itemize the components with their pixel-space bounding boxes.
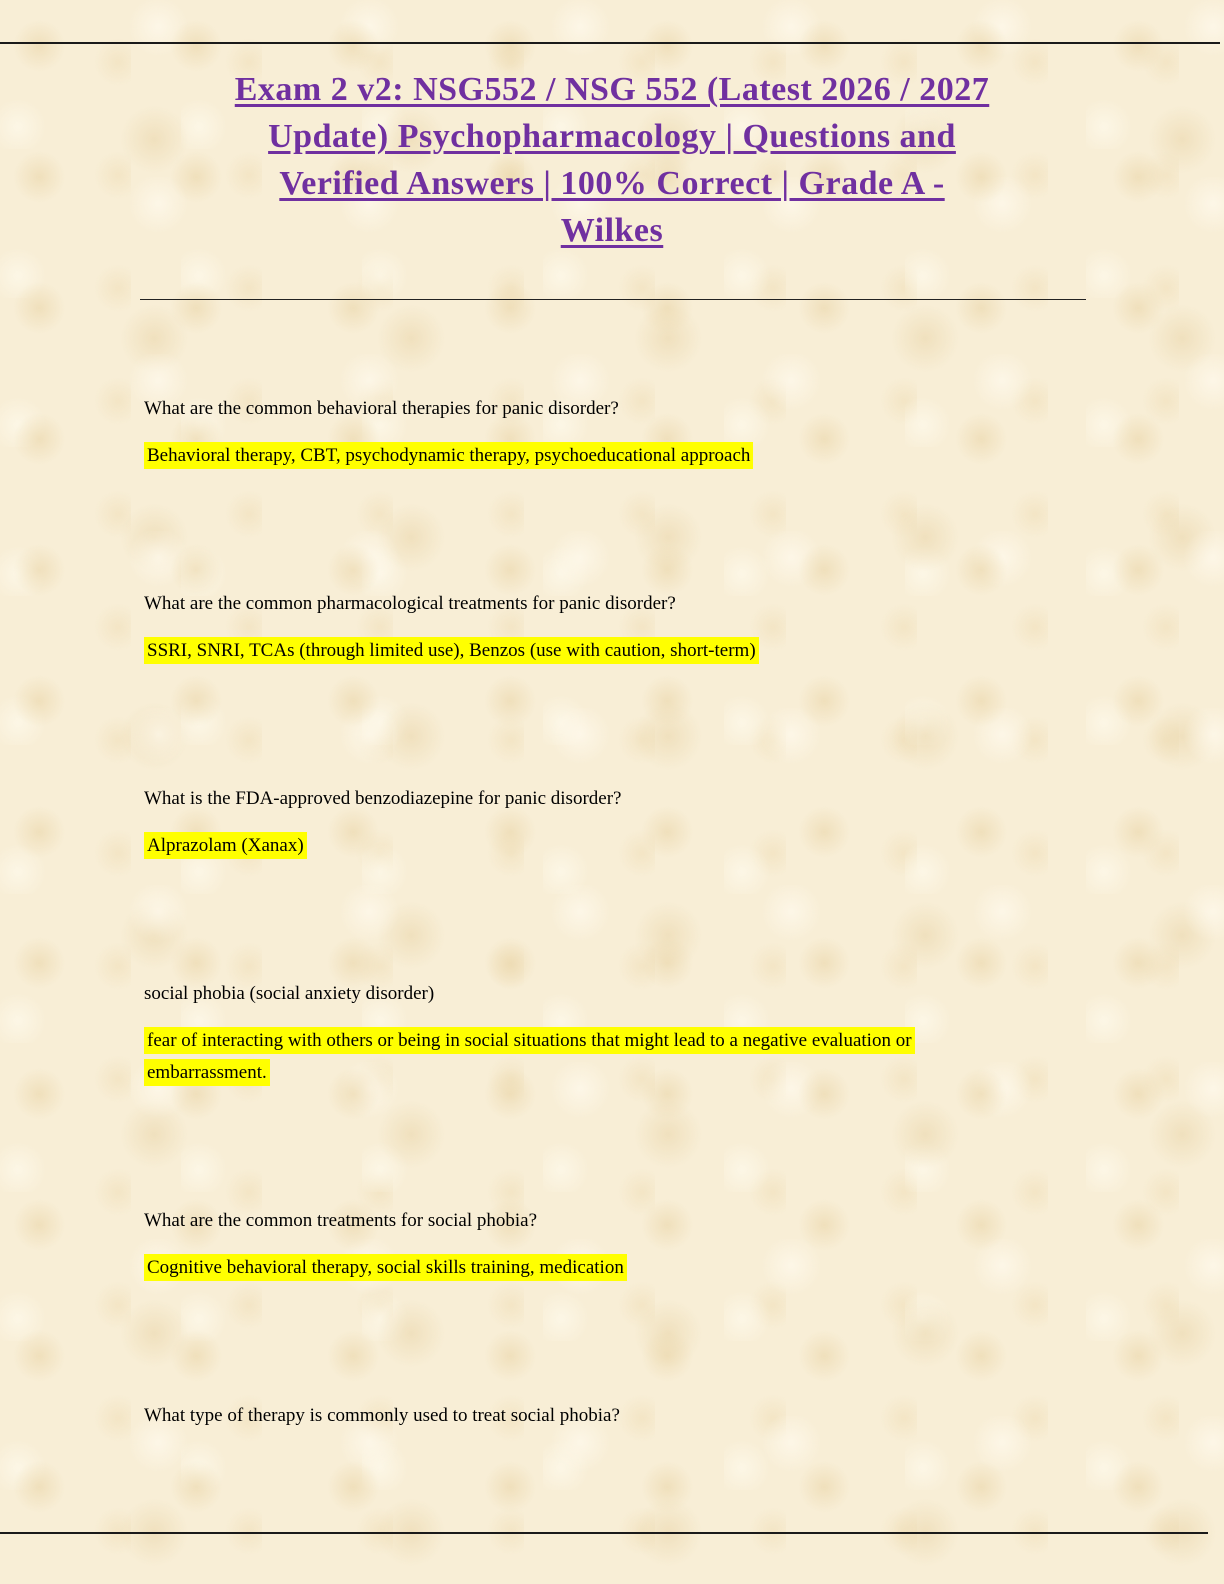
- answer-highlight: SSRI, SNRI, TCAs (through limited use), Benzos (use with caution, short-term): [144, 637, 759, 664]
- qa-item: [144, 787, 1084, 862]
- document-title-line-4: Wilkes: [560, 212, 664, 249]
- answer-highlight: Behavioral therapy, CBT, psychodynamic therapy, psychoeducational approach: [144, 442, 753, 469]
- qa-item: [144, 592, 1084, 667]
- answer-highlight: fear of interacting with others or being in social situations that might lead to a negative evaluation or embarrassment.: [144, 1027, 915, 1086]
- question-text: What is the FDA-approved benzodiazepine for panic disorder?: [144, 788, 622, 809]
- question-text: social phobia (social anxiety disorder): [144, 983, 435, 1004]
- question-text: What are the common behavioral therapies for panic disorder?: [144, 398, 619, 419]
- qa-item: [144, 1209, 1084, 1284]
- document-title: [152, 66, 1072, 254]
- answer-highlight: Cognitive behavioral therapy, social skills training, medication: [144, 1254, 627, 1281]
- document-title-line-1: Exam 2 v2: NSG552 / NSG 552 (Latest 2026 / 2027: [234, 71, 990, 108]
- document-title-line-2: Update) Psychopharmacology | Questions and: [268, 118, 956, 155]
- answer-text: [144, 830, 989, 862]
- answer-text: [144, 1025, 989, 1089]
- title-separator-rule: [140, 299, 1086, 300]
- document-title-line-3: Verified Answers | 100% Correct | Grade A -: [279, 165, 945, 202]
- answer-text: [144, 440, 989, 472]
- answer-text: [144, 635, 989, 667]
- question-text: What type of therapy is commonly used to treat social phobia?: [144, 1405, 620, 1426]
- bottom-page-rule: [0, 1532, 1208, 1534]
- qa-item: [144, 982, 1084, 1089]
- qa-item: [144, 1404, 1084, 1428]
- answer-highlight: Alprazolam (Xanax): [144, 832, 307, 859]
- qa-list: [144, 397, 1084, 1428]
- qa-item: [144, 397, 1084, 472]
- question-text: What are the common treatments for social phobia?: [144, 1210, 538, 1231]
- top-page-rule: [0, 42, 1220, 44]
- answer-text: [144, 1252, 989, 1284]
- question-text: What are the common pharmacological treatments for panic disorder?: [144, 593, 676, 614]
